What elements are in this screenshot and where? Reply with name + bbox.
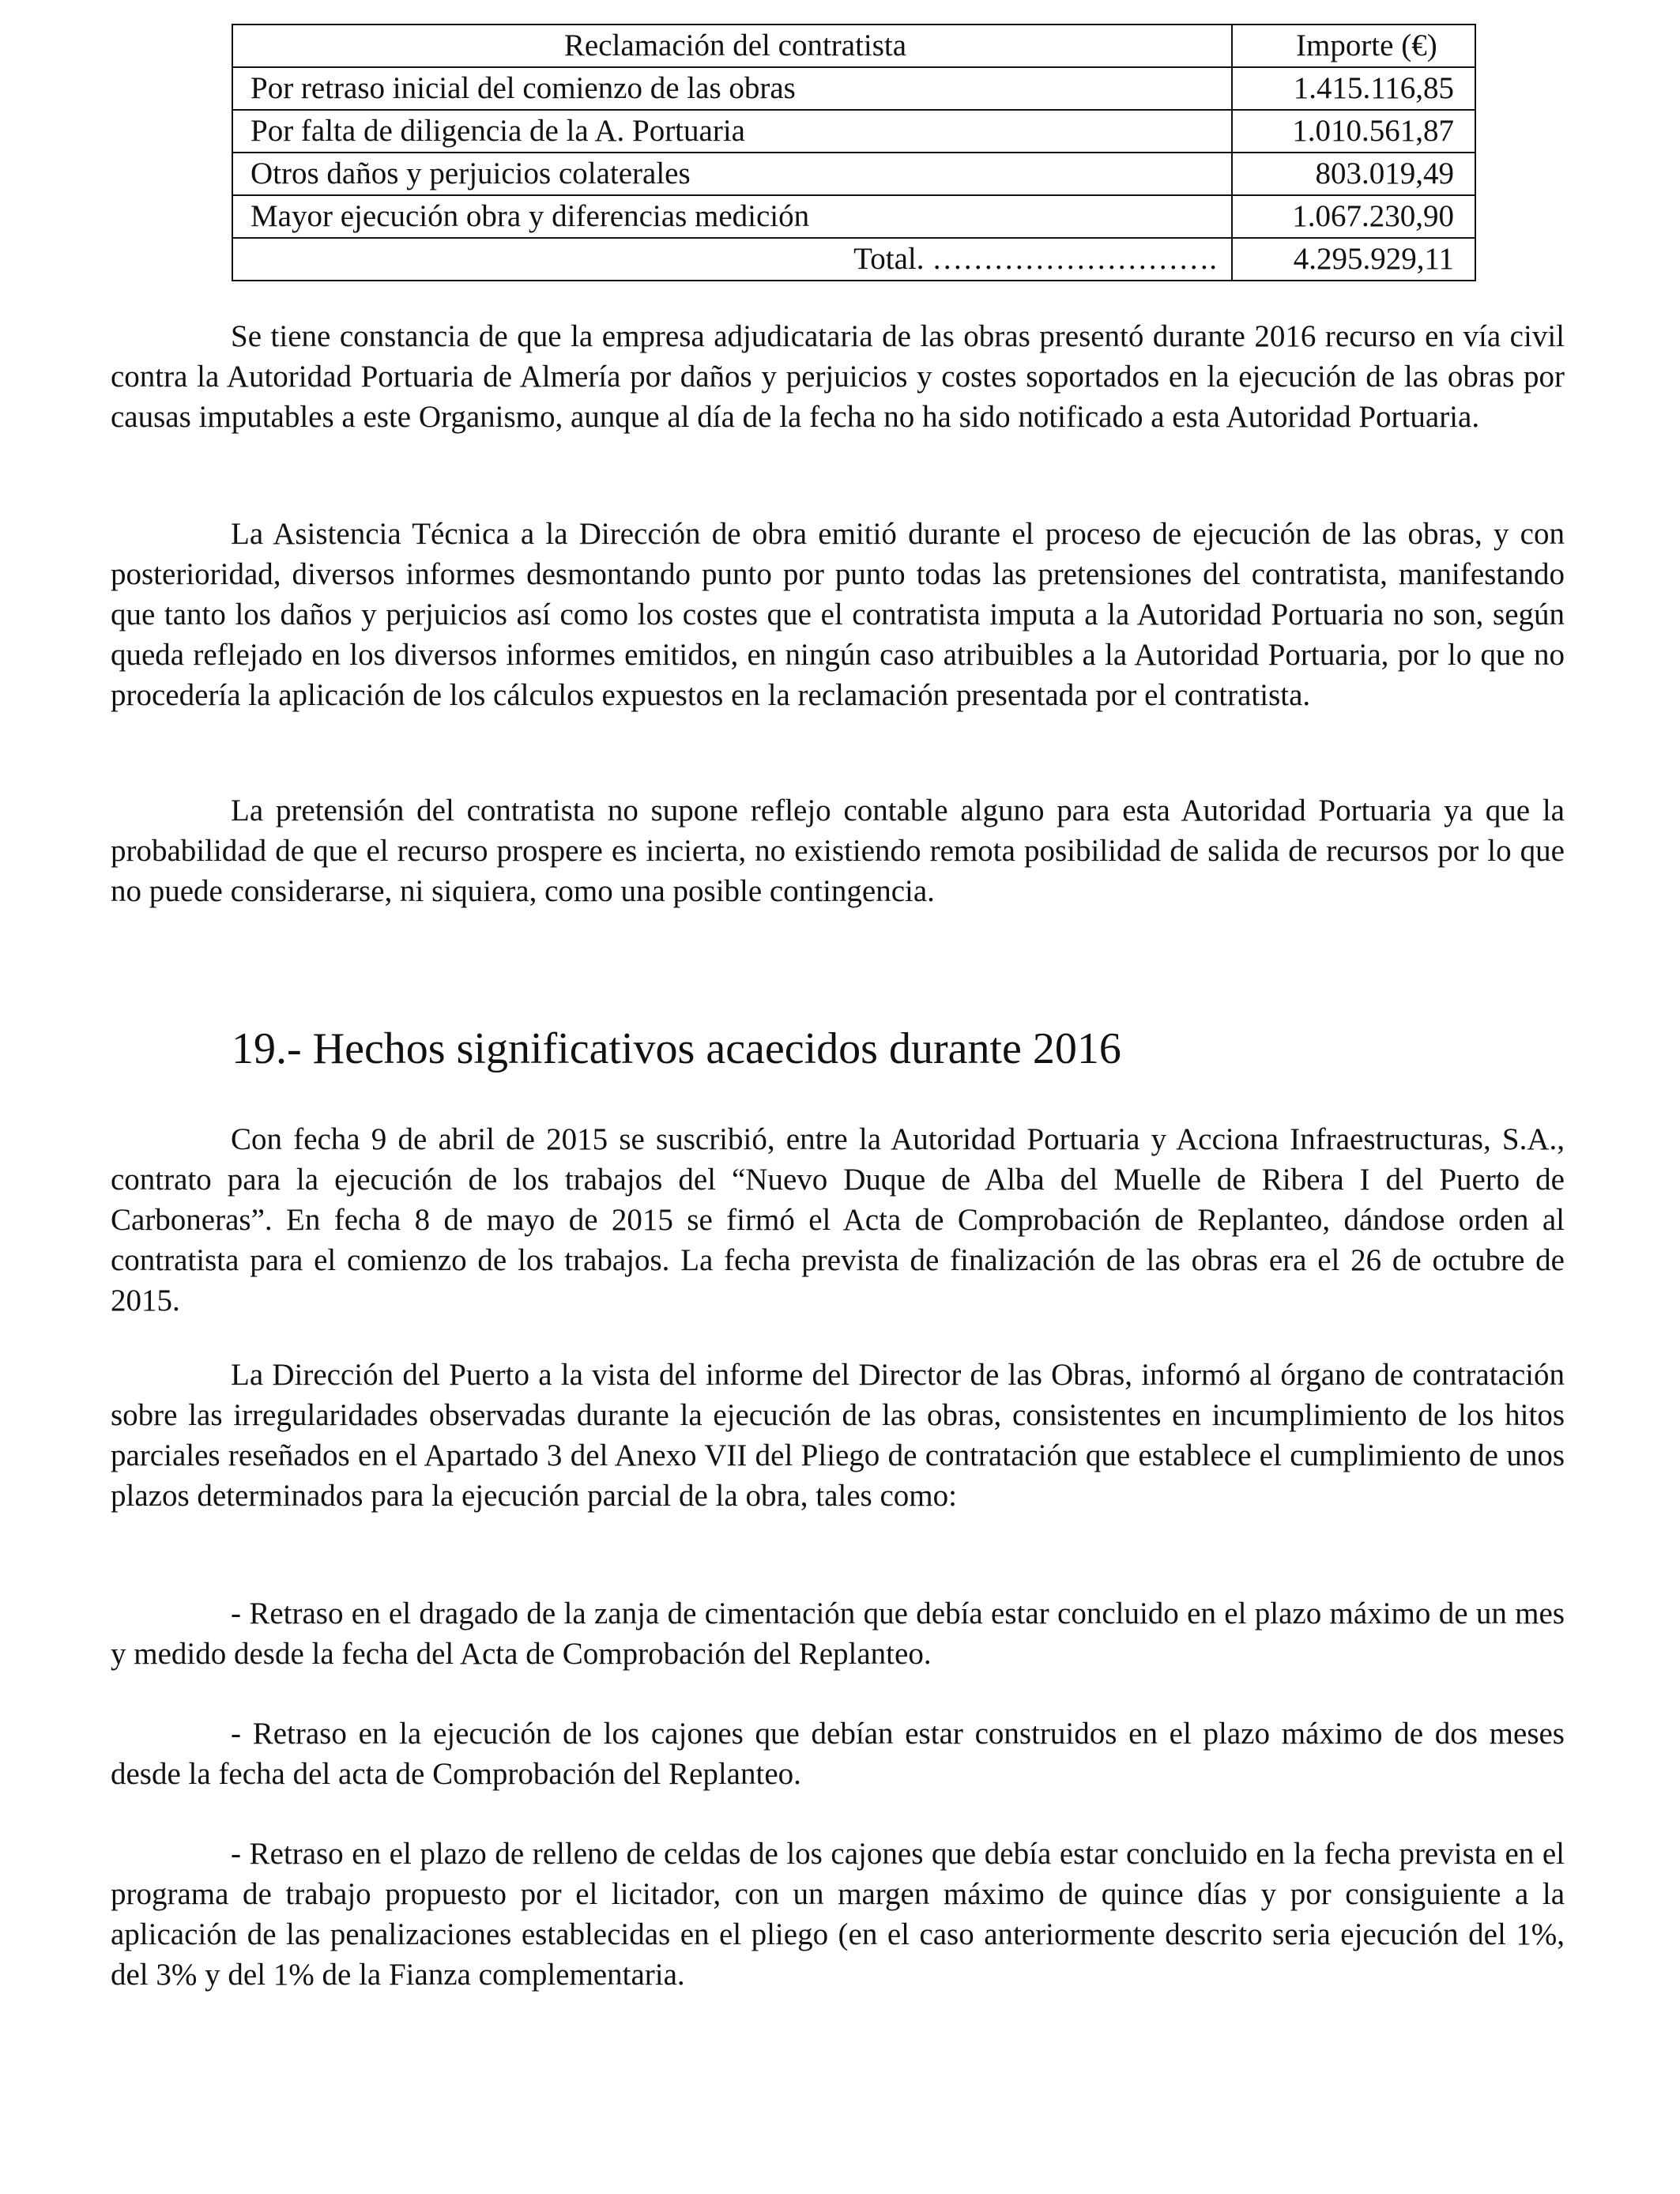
table-total-row [232, 238, 1475, 281]
header-concept: Reclamación del contratista [232, 25, 1232, 67]
total-label: Total. ………………………. [232, 238, 1232, 281]
row-amount: 1.415.116,85 [1232, 67, 1475, 110]
section-heading: 19.- Hechos significativos acaecidos durante 2016 [232, 1024, 1121, 1073]
paragraph-irregularities: La Dirección del Puerto a la vista del informe del Director de las Obras, informó al órgano de contratación sobre las irregularidades observadas durante la ejecución de las obras, consistentes en incumplimiento de los hitos parciales reseñados en el Apartado 3 del Anexo VII del Pliego de contratación que establece el cumplimiento de unos plazos determinados para la ejecución parcial de la obra, tales como: [111, 1358, 1565, 1513]
row-amount: 1.010.561,87 [1232, 110, 1475, 153]
table-row [232, 195, 1475, 238]
header-amount: Importe (€) [1232, 25, 1475, 67]
total-amount: 4.295.929,11 [1232, 238, 1475, 281]
table-row [232, 110, 1475, 153]
row-concept: Por retraso inicial del comienzo de las obras [232, 67, 1232, 110]
table-row [232, 67, 1475, 110]
paragraph-lawsuit: Se tiene constancia de que la empresa adjudicataria de las obras presentó durante 2016 recurso en vía civil contra la Autoridad Portuaria de Almería por daños y perjuicios y costes soportados en la ejecución de las obras por causas imputables a este Organismo, aunque al día de la fecha no ha sido notificado a esta Autoridad Portuaria. [111, 319, 1565, 434]
paragraph-contract: Con fecha 9 de abril de 2015 se suscribió, entre la Autoridad Portuaria y Acciona Infraestructuras, S.A., contrato para la ejecución de los trabajos del “Nuevo Duque de Alba del Muelle de Ribera I del Puerto de Carboneras”. En fecha 8 de mayo de 2015 se firmó el Acta de Comprobación de Replanteo, dándose orden al contratista para el comienzo de los trabajos. La fecha prevista de finalización de las obras era el 26 de octubre de 2015. [111, 1122, 1565, 1318]
row-concept: Mayor ejecución obra y diferencias medición [232, 195, 1232, 238]
paragraph-accounting: La pretensión del contratista no supone reflejo contable alguno para esta Autoridad Portuaria ya que la probabilidad de que el recurso prospere es incierta, no existiendo remota posibilidad de salida de recursos por lo que no puede considerarse, ni siquiera, como una posible contingencia. [111, 794, 1565, 908]
list-item: - Retraso en el plazo de relleno de celdas de los cajones que debía estar concluido en la fecha prevista en el programa de trabajo propuesto por el licitador, con un margen máximo de quince días y por consiguiente a la aplicación de las penalizaciones establecidas en el pliego (en el caso anteriormente descrito seria ejecución del 1%, del 3% y del 1% de la Fianza complementaria. [111, 1837, 1565, 1992]
list-item: - Retraso en la ejecución de los cajones que debían estar construidos en el plazo máximo de dos meses desde la fecha del acta de Comprobación del Replanteo. [111, 1717, 1565, 1791]
row-amount: 803.019,49 [1232, 153, 1475, 195]
table-header-row [232, 25, 1475, 67]
row-concept: Otros daños y perjuicios colaterales [232, 153, 1232, 195]
row-concept: Por falta de diligencia de la A. Portuaria [232, 110, 1232, 153]
paragraph-technical-assistance: La Asistencia Técnica a la Dirección de obra emitió durante el proceso de ejecución de las obras, y con posterioridad, diversos informes desmontando punto por punto todas las pretensiones del contratista, manifestando que tanto los daños y perjuicios así como los costes que el contratista imputa a la Autoridad Portuaria no son, según queda reflejado en los diversos informes emitidos, en ningún caso atribuibles a la Autoridad Portuaria, por lo que no procedería la aplicación de los cálculos expuestos en la reclamación presentada por el contratista. [111, 517, 1565, 712]
claims-table [232, 24, 1476, 281]
table-row [232, 153, 1475, 195]
list-item: - Retraso en el dragado de la zanja de cimentación que debía estar concluido en el plazo máximo de un mes y medido desde la fecha del Acta de Comprobación del Replanteo. [111, 1596, 1565, 1671]
row-amount: 1.067.230,90 [1232, 195, 1475, 238]
